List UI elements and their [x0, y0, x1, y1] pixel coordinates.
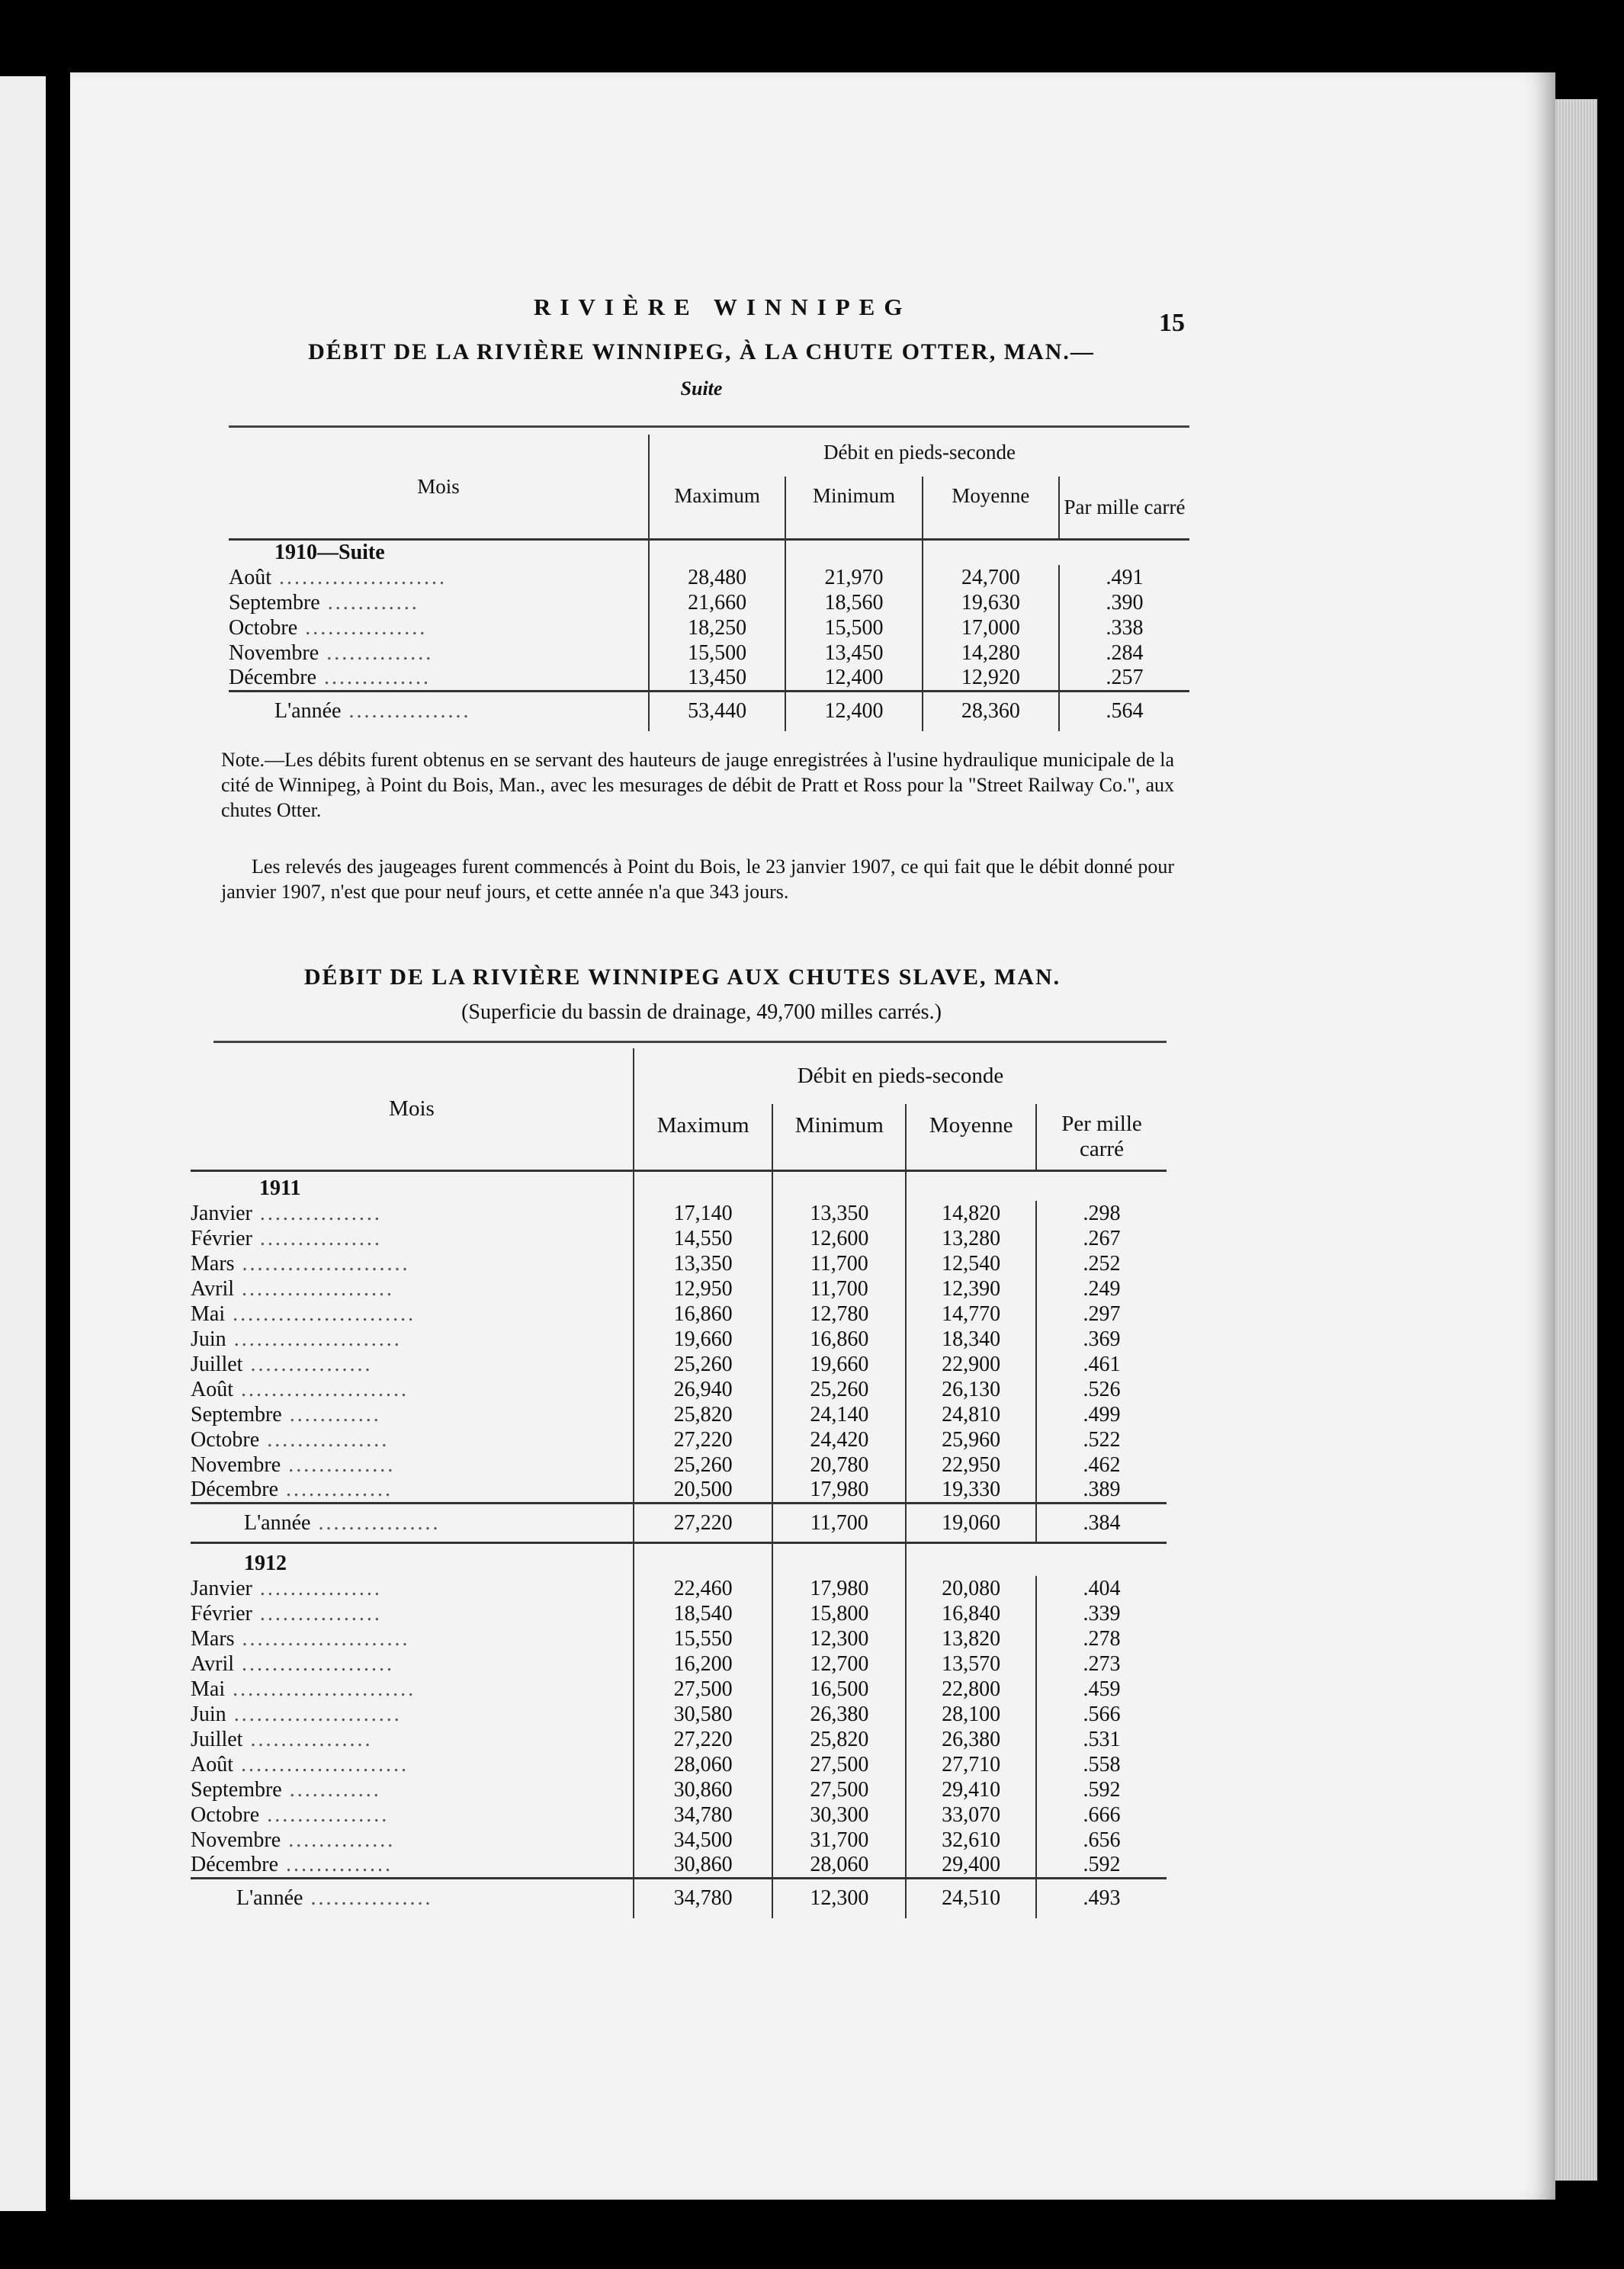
- table1-min-cell: 12,400: [785, 666, 922, 692]
- table2-1912-row: [191, 1802, 1167, 1828]
- table2-1911-month-cell: Avril ....................: [191, 1276, 395, 1301]
- table2-1912-per-cell: .592: [1036, 1777, 1167, 1802]
- table2-1912-per-cell: .592: [1036, 1853, 1167, 1879]
- table2-1912-max-cell: 34,780: [634, 1802, 772, 1828]
- table2-annee-1911-per: .384: [1036, 1504, 1167, 1543]
- dot-leader: ................: [252, 1201, 382, 1225]
- table2-1911-moy-cell: 12,540: [906, 1251, 1036, 1276]
- table2-1911-per-cell: .462: [1036, 1452, 1167, 1478]
- table2-1912-month-cell: Février ................: [191, 1601, 382, 1626]
- table2-1911-row: [191, 1226, 1167, 1251]
- dot-leader: ....................: [234, 1651, 395, 1676]
- table2: [191, 1048, 1167, 1918]
- table1-col-maximum: Maximum: [649, 477, 785, 540]
- table1-annee-moy: 28,360: [923, 692, 1059, 731]
- table2-1912-min-cell: 30,300: [772, 1802, 906, 1828]
- adjacent-page-sliver: [0, 76, 46, 2211]
- dot-leader: ............: [319, 590, 419, 615]
- table1-min-cell: 18,560: [785, 590, 922, 615]
- table2-1912-month-cell: Juin ......................: [191, 1702, 402, 1726]
- table2-1912-month-cell: Janvier ................: [191, 1576, 382, 1600]
- table2-col-moyenne: Moyenne: [906, 1104, 1036, 1171]
- table2-1911-month-cell: Février ................: [191, 1226, 382, 1250]
- table1-month-cell: Décembre ..............: [229, 666, 432, 689]
- dot-leader: ................: [310, 1510, 441, 1535]
- dot-leader: ..............: [281, 1828, 396, 1852]
- dot-leader: ......................: [234, 1251, 410, 1276]
- table2-annee-1912-min: 12,300: [772, 1879, 906, 1918]
- table1-per-cell: .390: [1059, 590, 1189, 615]
- table2-year-1911: 1911: [191, 1171, 634, 1202]
- table2-annee-1911-label: L'année ................: [191, 1504, 634, 1543]
- note-paragraph-2: Les relevés des jaugeages furent commencés à Point du Bois, le 23 janvier 1907, ce qui fait que le débit donné pour janvier 1907, n'est que pour neuf jours, et cette année n'a que 343 jours.: [221, 855, 1174, 903]
- table2-1911-max-cell: 13,350: [634, 1251, 772, 1276]
- table2-1912-moy-cell: 22,800: [906, 1677, 1036, 1702]
- table1-header-group: Débit en pieds-seconde: [649, 435, 1189, 477]
- table2-1911-moy-cell: 22,950: [906, 1452, 1036, 1478]
- table1-moy-cell: 19,630: [923, 590, 1059, 615]
- table1-row: [229, 615, 1189, 640]
- table1-max-cell: 13,450: [649, 666, 785, 692]
- table2-1911-moy-cell: 19,330: [906, 1478, 1036, 1504]
- table1-header-mois: Mois: [417, 474, 460, 498]
- dot-leader: ......................: [234, 1626, 410, 1651]
- table1-subtitle: Suite: [680, 377, 723, 400]
- table2-1911-max-cell: 19,660: [634, 1327, 772, 1352]
- table1-annee-label: L'année ................: [229, 692, 649, 731]
- table2-1912-min-cell: 25,820: [772, 1727, 906, 1752]
- table2-col-per-mille: Per mille carré: [1036, 1104, 1167, 1171]
- table1-col-per-mille: Par mille carré: [1059, 477, 1189, 540]
- table1-moy-cell: 24,700: [923, 565, 1059, 590]
- table2-1912-row: [191, 1576, 1167, 1601]
- dot-leader: ......................: [233, 1377, 409, 1401]
- dot-leader: ......................: [233, 1752, 409, 1776]
- table2-1911-min-cell: 11,700: [772, 1251, 906, 1276]
- table1-month-cell: Octobre ................: [229, 615, 428, 640]
- table2-1911-max-cell: 14,550: [634, 1226, 772, 1251]
- table2-1911-min-cell: 12,600: [772, 1226, 906, 1251]
- table2-1912-row: [191, 1702, 1167, 1727]
- dot-leader: ............: [281, 1402, 381, 1427]
- table2-1912-row: [191, 1601, 1167, 1626]
- table2-1912-per-cell: .459: [1036, 1677, 1167, 1702]
- table2-1912-min-cell: 27,500: [772, 1777, 906, 1802]
- table1-annee-min: 12,400: [785, 692, 922, 731]
- table2-1912-month-cell: Mai ........................: [191, 1677, 416, 1701]
- table1-title: DÉBIT DE LA RIVIÈRE WINNIPEG, À LA CHUTE OTTER, MAN.—: [308, 339, 1095, 364]
- running-head: RIVIÈRE WINNIPEG: [534, 294, 912, 320]
- table2-1911-row: [191, 1251, 1167, 1276]
- table2-1912-month-cell: Mars ......................: [191, 1626, 410, 1651]
- table2-1912-per-cell: .404: [1036, 1576, 1167, 1601]
- table2-1911-moy-cell: 18,340: [906, 1327, 1036, 1352]
- table2-1911-row: [191, 1402, 1167, 1427]
- table2-1912-max-cell: 18,540: [634, 1601, 772, 1626]
- table2-1911-month-cell: Mai ........................: [191, 1301, 416, 1326]
- table1-annee-max: 53,440: [649, 692, 785, 731]
- dot-leader: ......................: [226, 1327, 402, 1351]
- table2-1911-moy-cell: 24,810: [906, 1402, 1036, 1427]
- table2-header-mois: Mois: [389, 1096, 435, 1121]
- page-edges: [1555, 99, 1597, 2181]
- table2-1912-min-cell: 27,500: [772, 1752, 906, 1777]
- table2-1912-row: [191, 1626, 1167, 1651]
- dot-leader: ................: [242, 1352, 373, 1376]
- table2-1912-per-cell: .278: [1036, 1626, 1167, 1651]
- table2-1912-max-cell: 16,200: [634, 1651, 772, 1677]
- table2-1911-moy-cell: 26,130: [906, 1377, 1036, 1402]
- table2-1912-per-cell: .273: [1036, 1651, 1167, 1677]
- table2-1911-min-cell: 19,660: [772, 1352, 906, 1377]
- dot-leader: ..............: [281, 1452, 396, 1477]
- table2-1912-min-cell: 17,980: [772, 1576, 906, 1601]
- table1-month-cell: Août ......................: [229, 565, 447, 589]
- dot-leader: ........................: [225, 1677, 416, 1701]
- dot-leader: ......................: [271, 565, 447, 589]
- table1-max-cell: 18,250: [649, 615, 785, 640]
- table2-1912-per-cell: .339: [1036, 1601, 1167, 1626]
- table2-1912-moy-cell: 20,080: [906, 1576, 1036, 1601]
- table2-annee-1912-max: 34,780: [634, 1879, 772, 1918]
- table1-month-cell: Novembre ..............: [229, 640, 434, 665]
- table2-1912-max-cell: 28,060: [634, 1752, 772, 1777]
- table2-1911-min-cell: 17,980: [772, 1478, 906, 1504]
- table2-top-rule: [213, 1041, 1167, 1043]
- table2-1911-per-cell: .499: [1036, 1402, 1167, 1427]
- table2-1912-per-cell: .666: [1036, 1802, 1167, 1828]
- table2-1911-row: [191, 1427, 1167, 1452]
- table2-1911-per-cell: .252: [1036, 1251, 1167, 1276]
- table2-1911-max-cell: 20,500: [634, 1478, 772, 1504]
- table2-1912-row: [191, 1677, 1167, 1702]
- table2-1911-row: [191, 1301, 1167, 1327]
- table2-1911-month-cell: Novembre ..............: [191, 1452, 396, 1477]
- table2-title: DÉBIT DE LA RIVIÈRE WINNIPEG AUX CHUTES SLAVE, MAN.: [303, 964, 1061, 990]
- table2-1911-row: [191, 1377, 1167, 1402]
- table2-1912-per-cell: .558: [1036, 1752, 1167, 1777]
- table2-annee-1911-min: 11,700: [772, 1504, 906, 1543]
- table1-col-minimum: Minimum: [785, 477, 922, 540]
- table2-1912-month-cell: Avril ....................: [191, 1651, 395, 1676]
- table2-1911-max-cell: 16,860: [634, 1301, 772, 1327]
- dot-leader: ............: [281, 1777, 381, 1802]
- table2-1911-min-cell: 12,780: [772, 1301, 906, 1327]
- table2-1911-row: [191, 1478, 1167, 1504]
- table2-1912-month-cell: Décembre ..............: [191, 1853, 393, 1876]
- table2-1912-min-cell: 12,300: [772, 1626, 906, 1651]
- table2-1911-row: [191, 1201, 1167, 1226]
- table2-1912-min-cell: 28,060: [772, 1853, 906, 1879]
- table2-1911-row: [191, 1352, 1167, 1377]
- table2-1912-min-cell: 12,700: [772, 1651, 906, 1677]
- table1-per-cell: .284: [1059, 640, 1189, 666]
- table2-1911-month-cell: Janvier ................: [191, 1201, 382, 1225]
- table2-1911-per-cell: .522: [1036, 1427, 1167, 1452]
- table2-year-1912: 1912: [191, 1543, 634, 1577]
- table2-1911-month-cell: Août ......................: [191, 1377, 409, 1401]
- table2-1912-max-cell: 22,460: [634, 1576, 772, 1601]
- table2-1911-moy-cell: 25,960: [906, 1427, 1036, 1452]
- table1-moy-cell: 17,000: [923, 615, 1059, 640]
- table2-1911-per-cell: .461: [1036, 1352, 1167, 1377]
- table2-annee-1911-max: 27,220: [634, 1504, 772, 1543]
- dot-leader: ....................: [234, 1276, 395, 1301]
- table1-row: [229, 565, 1189, 590]
- table2-1912-row: [191, 1853, 1167, 1879]
- dot-leader: ................: [341, 699, 471, 724]
- table2-1911-month-cell: Juillet ................: [191, 1352, 373, 1376]
- table2-1912-per-cell: .656: [1036, 1828, 1167, 1853]
- table2-1911-moy-cell: 22,900: [906, 1352, 1036, 1377]
- dot-leader: ..............: [278, 1853, 393, 1876]
- table2-1912-month-cell: Août ......................: [191, 1752, 409, 1776]
- table2-1911-row: [191, 1276, 1167, 1301]
- table2-1912-min-cell: 15,800: [772, 1601, 906, 1626]
- table1-per-cell: .338: [1059, 615, 1189, 640]
- table2-1911-per-cell: .267: [1036, 1226, 1167, 1251]
- table2-1911-month-cell: Décembre ..............: [191, 1478, 393, 1501]
- table2-1911-moy-cell: 14,820: [906, 1201, 1036, 1226]
- table2-annee-1911-moy: 19,060: [906, 1504, 1036, 1543]
- table2-annee-1912-per: .493: [1036, 1879, 1167, 1918]
- dot-leader: ..............: [278, 1478, 393, 1501]
- table2-1911-per-cell: .297: [1036, 1301, 1167, 1327]
- dot-leader: ........................: [225, 1301, 416, 1326]
- table2-1911-min-cell: 13,350: [772, 1201, 906, 1226]
- table2-1911-min-cell: 11,700: [772, 1276, 906, 1301]
- page-number: 15: [1159, 309, 1185, 337]
- table1-annee-per: .564: [1059, 692, 1189, 731]
- table2-1911-max-cell: 17,140: [634, 1201, 772, 1226]
- table2-1912-per-cell: .531: [1036, 1727, 1167, 1752]
- table2-1912-row: [191, 1752, 1167, 1777]
- table1-row: [229, 666, 1189, 692]
- table2-1911-moy-cell: 13,280: [906, 1226, 1036, 1251]
- table2-1912-month-cell: Juillet ................: [191, 1727, 373, 1751]
- table2-1911-min-cell: 20,780: [772, 1452, 906, 1478]
- table2-1912-max-cell: 15,550: [634, 1626, 772, 1651]
- table2-1911-min-cell: 16,860: [772, 1327, 906, 1352]
- table2-1912-month-cell: Novembre ..............: [191, 1828, 396, 1852]
- table2-header-group: Débit en pieds-seconde: [634, 1048, 1167, 1104]
- dot-leader: ................: [252, 1601, 382, 1626]
- table2-annee-1912-moy: 24,510: [906, 1879, 1036, 1918]
- table2-subtitle: (Superficie du bassin de drainage, 49,700 milles carrés.): [461, 1000, 942, 1024]
- table2-annee-1912-label: L'année ................: [191, 1879, 634, 1918]
- table2-1912-row: [191, 1828, 1167, 1853]
- table2-1912-min-cell: 31,700: [772, 1828, 906, 1853]
- table2-1912-moy-cell: 28,100: [906, 1702, 1036, 1727]
- dot-leader: ................: [252, 1226, 382, 1250]
- table2-1911-month-cell: Octobre ................: [191, 1427, 390, 1452]
- table1-row: [229, 640, 1189, 666]
- table2-1911-max-cell: 12,950: [634, 1276, 772, 1301]
- table2-1912-max-cell: 30,580: [634, 1702, 772, 1727]
- table2-1912-row: [191, 1727, 1167, 1752]
- table1-year-label: 1910—Suite: [229, 540, 649, 566]
- table2-col-maximum: Maximum: [634, 1104, 772, 1171]
- table2-1911-min-cell: 24,140: [772, 1402, 906, 1427]
- dot-leader: ................: [242, 1727, 373, 1751]
- table2-1911-per-cell: .249: [1036, 1276, 1167, 1301]
- table1-max-cell: 28,480: [649, 565, 785, 590]
- table2-1912-min-cell: 26,380: [772, 1702, 906, 1727]
- table2-1912-month-cell: Octobre ................: [191, 1802, 390, 1827]
- table2-1911-month-cell: Mars ......................: [191, 1251, 410, 1276]
- table2-1912-month-cell: Septembre ............: [191, 1777, 381, 1802]
- dot-leader: ................: [259, 1802, 390, 1827]
- table2-1911-row: [191, 1452, 1167, 1478]
- note-paragraph-1: Note.—Les débits furent obtenus en se servant des hauteurs de jauge enregistrées à l'usine hydraulique municipale de la cité de Winnipeg, à Point du Bois, Man., avec les mesurages de débit de Pratt et Ross pour la "Street Railway Co.", aux chutes Otter.: [221, 749, 1174, 821]
- table2-1912-max-cell: 30,860: [634, 1777, 772, 1802]
- table2-1912-moy-cell: 13,570: [906, 1651, 1036, 1677]
- table2-1912-max-cell: 30,860: [634, 1853, 772, 1879]
- table2-1911-min-cell: 24,420: [772, 1427, 906, 1452]
- dot-leader: ................: [252, 1576, 382, 1600]
- table2-1911-max-cell: 27,220: [634, 1427, 772, 1452]
- table2-1911-per-cell: .526: [1036, 1377, 1167, 1402]
- table2-1912-row: [191, 1651, 1167, 1677]
- table1-max-cell: 15,500: [649, 640, 785, 666]
- table2-1912-moy-cell: 29,410: [906, 1777, 1036, 1802]
- dot-leader: ................: [259, 1427, 390, 1452]
- table2-col-minimum: Minimum: [772, 1104, 906, 1171]
- table2-1911-max-cell: 25,820: [634, 1402, 772, 1427]
- table1-per-cell: .257: [1059, 666, 1189, 692]
- dot-leader: ................: [303, 1886, 433, 1911]
- table1-moy-cell: 12,920: [923, 666, 1059, 692]
- table2-1912-moy-cell: 27,710: [906, 1752, 1036, 1777]
- table2-1912-moy-cell: 29,400: [906, 1853, 1036, 1879]
- dot-leader: ..............: [316, 666, 432, 689]
- dot-leader: ..............: [319, 640, 434, 665]
- table1-per-cell: .491: [1059, 565, 1189, 590]
- table1-row: [229, 590, 1189, 615]
- table2-1912-min-cell: 16,500: [772, 1677, 906, 1702]
- table2-1911-min-cell: 25,260: [772, 1377, 906, 1402]
- table2-1912-moy-cell: 32,610: [906, 1828, 1036, 1853]
- table2-1911-month-cell: Juin ......................: [191, 1327, 402, 1351]
- table1: [229, 435, 1189, 731]
- table2-1912-moy-cell: 33,070: [906, 1802, 1036, 1828]
- table2-1911-max-cell: 25,260: [634, 1352, 772, 1377]
- table2-1912-max-cell: 34,500: [634, 1828, 772, 1853]
- table2-1911-max-cell: 25,260: [634, 1452, 772, 1478]
- table2-1912-max-cell: 27,220: [634, 1727, 772, 1752]
- table1-min-cell: 15,500: [785, 615, 922, 640]
- table2-1911-per-cell: .298: [1036, 1201, 1167, 1226]
- table2-1911-per-cell: .369: [1036, 1327, 1167, 1352]
- table2-1911-month-cell: Septembre ............: [191, 1402, 381, 1427]
- table2-1912-moy-cell: 26,380: [906, 1727, 1036, 1752]
- table1-min-cell: 21,970: [785, 565, 922, 590]
- table2-1911-per-cell: .389: [1036, 1478, 1167, 1504]
- table1-max-cell: 21,660: [649, 590, 785, 615]
- table1-month-cell: Septembre ............: [229, 590, 419, 615]
- table2-1912-moy-cell: 13,820: [906, 1626, 1036, 1651]
- table2-1912-per-cell: .566: [1036, 1702, 1167, 1727]
- dot-leader: ................: [297, 615, 428, 640]
- table2-1912-max-cell: 27,500: [634, 1677, 772, 1702]
- table2-1912-moy-cell: 16,840: [906, 1601, 1036, 1626]
- table1-min-cell: 13,450: [785, 640, 922, 666]
- table1-top-rule: [229, 425, 1189, 428]
- table2-1911-moy-cell: 12,390: [906, 1276, 1036, 1301]
- table1-col-moyenne: Moyenne: [923, 477, 1059, 540]
- dot-leader: ......................: [226, 1702, 402, 1726]
- table2-1911-max-cell: 26,940: [634, 1377, 772, 1402]
- table1-moy-cell: 14,280: [923, 640, 1059, 666]
- table2-1911-row: [191, 1327, 1167, 1352]
- table2-1912-row: [191, 1777, 1167, 1802]
- table2-1911-moy-cell: 14,770: [906, 1301, 1036, 1327]
